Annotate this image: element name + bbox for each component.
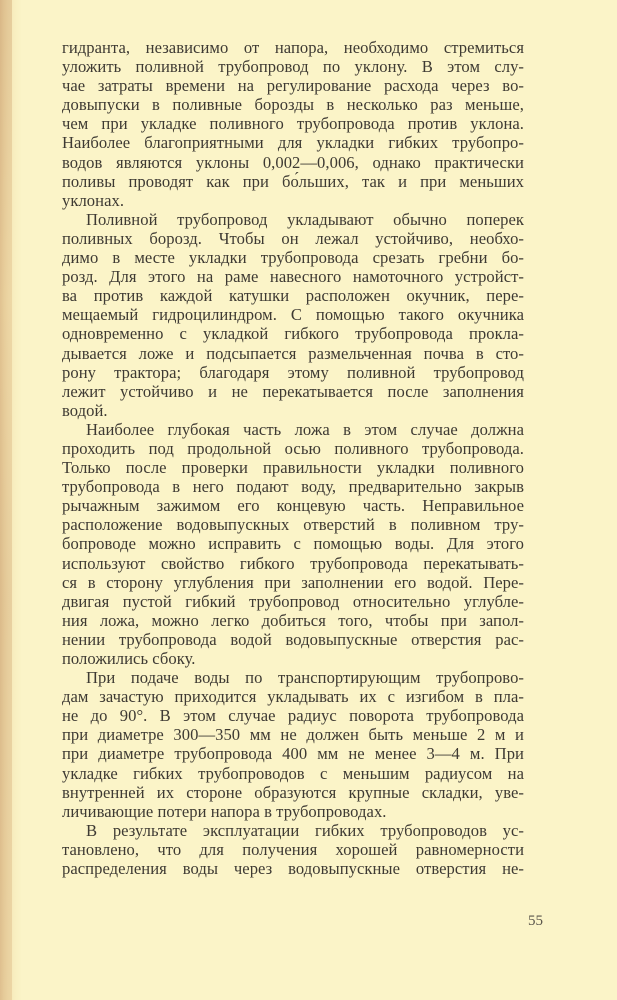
text-line: при диаметре 300—350 мм не должен быть меньше 2 м и [62, 725, 524, 745]
text-line: используют свойство гибкого трубопровода перекатывать- [62, 553, 524, 573]
text-line: лежит устойчиво и не перекатывается после заполнения [62, 381, 524, 401]
text-line: распределения воды через водовыпускные отверстия не- [62, 859, 524, 879]
text-line: водой. [62, 400, 108, 420]
text-line: одновременно с укладкой гибкого трубопровода прокла- [62, 324, 524, 344]
paragraph [62, 210, 524, 420]
paragraph [62, 38, 524, 210]
text-line: чае затраты времени на регулирование расхода через во- [62, 76, 524, 96]
page-number: 55 [528, 913, 543, 929]
text-line: бопроводе можно исправить с помощью воды. Для этого [62, 534, 524, 554]
text-line: расположение водовыпускных отверстий в поливном тру- [62, 515, 524, 535]
text-line: гидранта, независимо от напора, необходимо стремиться [62, 38, 524, 57]
text-line: ва против каждой катушки расположен окучник, пере- [62, 286, 524, 306]
text-line: водов являются уклоны 0,002—0,006, однако практически [62, 152, 524, 172]
paragraph [62, 668, 524, 821]
text-line: Наиболее благоприятными для укладки гибких трубопро- [62, 133, 524, 153]
text-line: димо в месте укладки трубопровода срезать гребни бо- [62, 248, 524, 268]
text-line: Поливной трубопровод укладывают обычно поперек [86, 209, 524, 229]
page-gutter-shadow [0, 0, 12, 1000]
text-line: рону трактора; благодаря этому поливной трубопровод [62, 362, 524, 382]
text-line: мещаемый гидроцилиндром. С помощью такого окучника [62, 305, 524, 325]
text-line: поливы проводят как при бо́льших, так и при меньших [62, 171, 524, 191]
text-line: тановлено, что для получения хорошей равномерности [62, 839, 524, 859]
text-line: розд. Для этого на раме навесного намоточного устройст- [62, 267, 524, 287]
text-line: нении трубопровода водой водовыпускные отверстия рас- [62, 629, 524, 649]
text-line: дывается ложе и подсыпается размельченная почва в сто- [62, 343, 524, 363]
paragraph [62, 420, 524, 668]
text-line: ния ложа, можно легко добиться того, чтобы при запол- [62, 610, 524, 630]
text-line: внутренней их стороне образуются крупные складки, уве- [62, 782, 524, 802]
text-line: ся в сторону углубления при заполнении его водой. Пере- [62, 572, 524, 592]
text-line: уложить поливной трубопровод по уклону. В этом слу- [62, 57, 524, 77]
body-text [62, 38, 524, 878]
text-line: Только после проверки правильности укладки поливного [62, 458, 524, 478]
text-line: уклонах. [62, 190, 125, 210]
text-line: положились сбоку. [62, 649, 196, 668]
text-line: рычажным зажимом его концевую часть. Неправильное [62, 496, 524, 516]
text-line: двигая пустой гибкий трубопровод относительно углубле- [62, 591, 524, 611]
text-line: проходить под продольной осью поливного трубопровода. [62, 438, 524, 458]
text-line: дам зачастую приходится укладывать их с изгибом в пла- [62, 687, 524, 707]
text-line: при диаметре трубопровода 400 мм не менее 3—4 м. При [62, 744, 524, 764]
text-line: В результате эксплуатации гибких трубопроводов ус- [86, 820, 524, 840]
text-line: не до 90°. В этом случае радиус поворота трубопровода [62, 706, 524, 726]
text-line: довыпуски в поливные борозды в несколько раз меньше, [62, 95, 524, 115]
text-line: трубопровода в него подают воду, предварительно закрыв [62, 477, 524, 497]
text-line: поливных борозд. Чтобы он лежал устойчиво, необхо- [62, 228, 524, 248]
paragraph [62, 821, 524, 878]
text-line: Наиболее глубокая часть ложа в этом случае должна [86, 419, 524, 439]
text-line: чем при укладке поливного трубопровода против уклона. [62, 114, 524, 134]
text-line: личивающие потери напора в трубопроводах. [62, 801, 387, 821]
text-line: При подаче воды по транспортирующим трубопрово- [86, 668, 524, 688]
text-line: укладке гибких трубопроводов с меньшим радиусом на [62, 763, 524, 783]
